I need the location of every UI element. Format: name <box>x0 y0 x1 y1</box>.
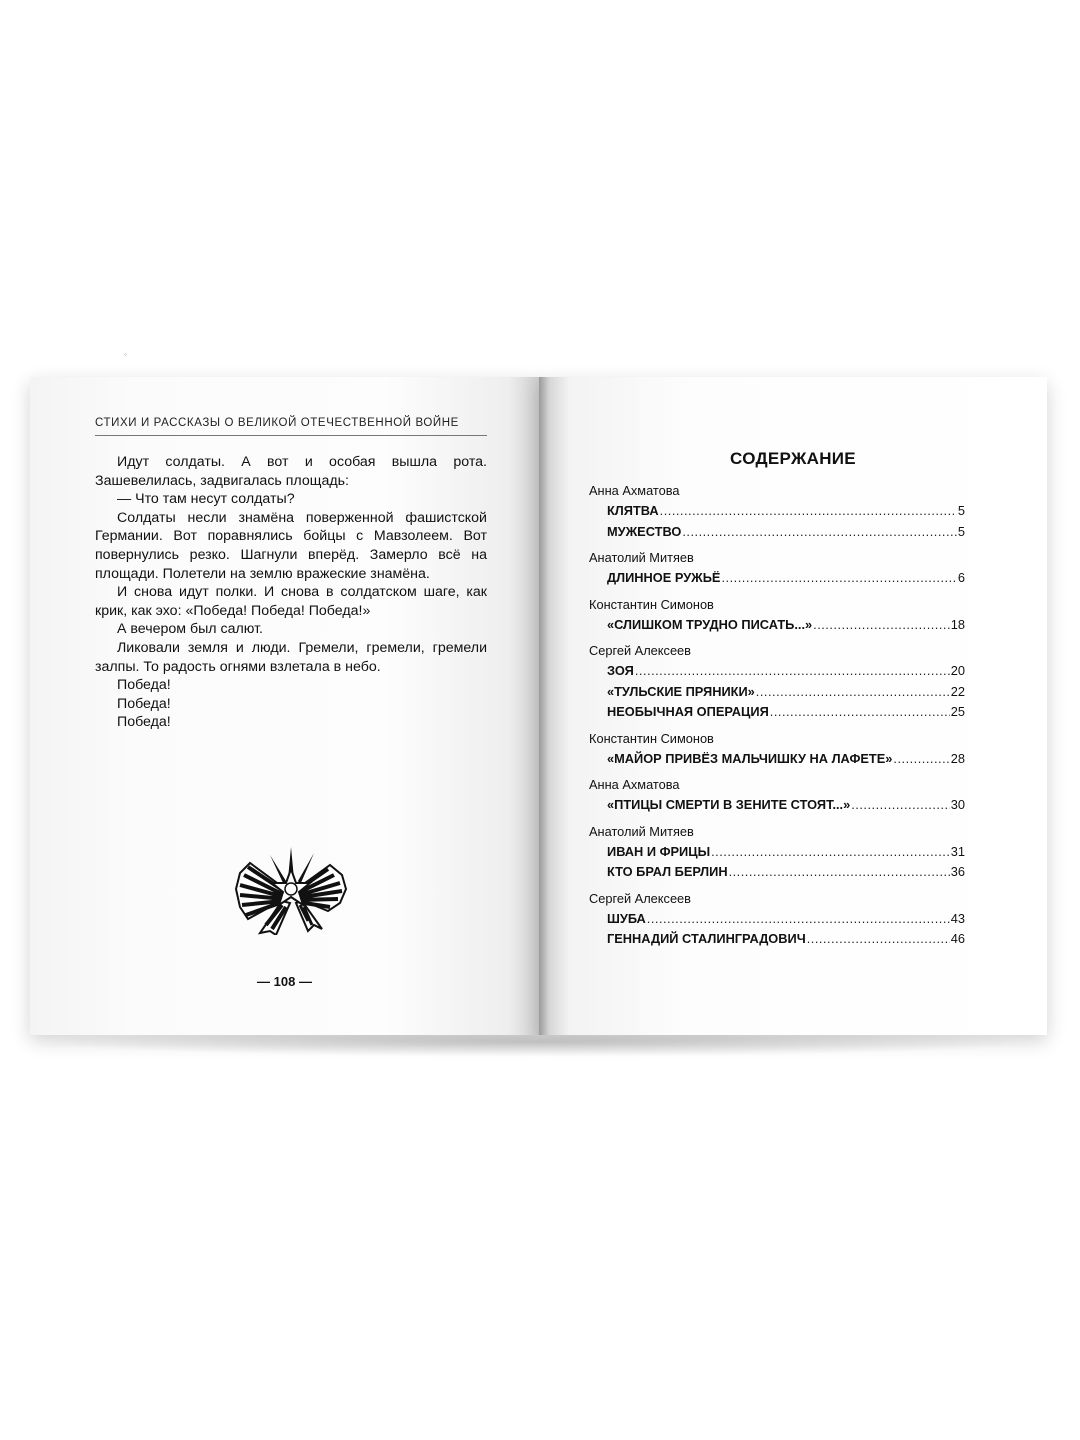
toc-entry-page: 5 <box>957 523 965 539</box>
toc-entry-title: «МАЙОР ПРИВЁЗ МАЛЬЧИШКУ НА ЛАФЕТЕ» <box>607 750 893 766</box>
toc-entry-title: НЕОБЫЧНАЯ ОПЕРАЦИЯ <box>607 704 769 719</box>
toc-entry-title: ГЕННАДИЙ СТАЛИНГРАДОВИЧ <box>607 931 806 946</box>
toc-group <box>589 548 965 589</box>
toc-entry-title: «СЛИШКОМ ТРУДНО ПИСАТЬ...» <box>607 616 813 632</box>
toc-entry-page: 22 <box>950 683 965 699</box>
toc-group <box>589 775 965 816</box>
toc-group <box>589 481 965 542</box>
toc-entry-title: «ПТИЦЫ СМЕРТИ В ЗЕНИТЕ СТОЯТ...» <box>607 797 851 812</box>
toc-entry <box>607 568 965 589</box>
toc-entry-page: 5 <box>957 503 965 518</box>
toc-group <box>589 729 965 770</box>
toc-entry <box>607 682 965 703</box>
toc-entry-page: 31 <box>950 843 965 859</box>
running-head: СТИХИ И РАССКАЗЫ О ВЕЛИКОЙ ОТЕЧЕСТВЕННОЙ ВОЙНЕ <box>95 417 487 436</box>
toc-entry <box>607 842 965 863</box>
toc-leader <box>711 842 950 863</box>
ribbon-star-icon <box>230 845 352 935</box>
corner-mark: ◦ <box>124 350 127 359</box>
toc-entry <box>607 795 965 816</box>
toc-group <box>589 889 965 950</box>
toc-leader <box>756 682 950 703</box>
paragraph: И снова идут полки. И снова в солдатском шаге, как крик, как эхо: «Победа! Победа! Победа!» <box>95 584 487 619</box>
toc-leader <box>893 749 949 770</box>
toc-entry-page: 20 <box>950 663 965 678</box>
story-text <box>95 453 487 732</box>
toc-author: Константин Симонов <box>589 596 714 612</box>
toc-entry-page: 46 <box>950 931 965 946</box>
toc-entry-page: 6 <box>957 570 965 585</box>
toc-group <box>589 641 965 723</box>
toc-entry-page: 36 <box>950 864 965 879</box>
toc-entry-title: ДЛИННОЕ РУЖЬЁ <box>607 570 721 585</box>
toc-entry-page: 43 <box>950 910 965 926</box>
toc-author: Константин Симонов <box>589 730 714 746</box>
paragraph: А вечером был салют. <box>117 621 263 638</box>
toc-entry <box>607 702 965 723</box>
toc-author: Сергей Алексеев <box>589 643 691 658</box>
toc-leader <box>851 795 950 816</box>
toc-entry <box>607 661 965 682</box>
right-page <box>539 377 1047 1035</box>
toc-author: Анна Ахматова <box>589 483 680 498</box>
toc-leader <box>682 522 957 543</box>
paragraph: Ликовали земля и люди. Гремели, гремели, гремели залпы. То радость огнями взлетала в небо. <box>95 639 487 675</box>
toc-entry-title: ШУБА <box>607 910 646 926</box>
toc-entry-page: 18 <box>950 616 965 632</box>
toc-author: Анатолий Митяев <box>589 823 694 839</box>
toc-entry-title: МУЖЕСТВО <box>607 523 682 539</box>
toc-author: Сергей Алексеев <box>589 890 691 906</box>
page-number: — 108 — <box>257 974 312 989</box>
toc-entry <box>607 862 965 883</box>
toc-leader <box>647 909 950 930</box>
toc-entry-title: ЗОЯ <box>607 663 634 678</box>
toc-entry <box>607 909 965 930</box>
toc-leader <box>729 862 950 883</box>
toc-entry-title: ИВАН И ФРИЦЫ <box>607 843 711 859</box>
toc-leader <box>721 568 956 589</box>
toc-leader <box>813 615 950 636</box>
toc-leader <box>635 661 950 682</box>
paragraph: Идут солдаты. А вот и особая вышла рота. Зашевелилась, задвигалась площадь: <box>95 454 487 489</box>
toc-entry <box>607 749 965 770</box>
toc-leader <box>770 702 950 723</box>
toc-leader <box>807 929 950 950</box>
paragraph: Победа! <box>117 677 171 694</box>
toc-entry-title: «ТУЛЬСКИЕ ПРЯНИКИ» <box>607 683 755 699</box>
left-page <box>30 377 539 1035</box>
table-of-contents <box>589 481 965 956</box>
toc-entry-title: КЛЯТВА <box>607 503 659 518</box>
toc-author: Анна Ахматова <box>589 777 680 792</box>
toc-entry <box>607 929 965 950</box>
paragraph: Победа! <box>117 695 171 712</box>
toc-author: Анатолий Митяев <box>589 550 694 565</box>
toc-group <box>589 595 965 636</box>
toc-group <box>589 822 965 883</box>
toc-entry <box>607 522 965 543</box>
toc-title: СОДЕРЖАНИЕ <box>730 449 856 468</box>
open-book <box>30 377 1047 1035</box>
paragraph: Победа! <box>117 714 171 731</box>
paragraph: — Что там несут солдаты? <box>117 491 295 508</box>
toc-entry-title: КТО БРАЛ БЕРЛИН <box>607 864 728 879</box>
toc-entry-page: 25 <box>950 704 965 719</box>
toc-entry-page: 30 <box>950 797 965 812</box>
toc-leader <box>660 501 957 522</box>
toc-entry-page: 28 <box>950 750 965 766</box>
toc-entry <box>607 615 965 636</box>
paragraph: Солдаты несли знамёна поверженной фашистской Германии. Вот поравнялись бойцы с Мавзолеем. Вот повернулись резко. Шагнули вперёд. Замерло всё на площади. Полетели на землю вражеские знамёна. <box>95 509 487 582</box>
toc-entry <box>607 501 965 522</box>
